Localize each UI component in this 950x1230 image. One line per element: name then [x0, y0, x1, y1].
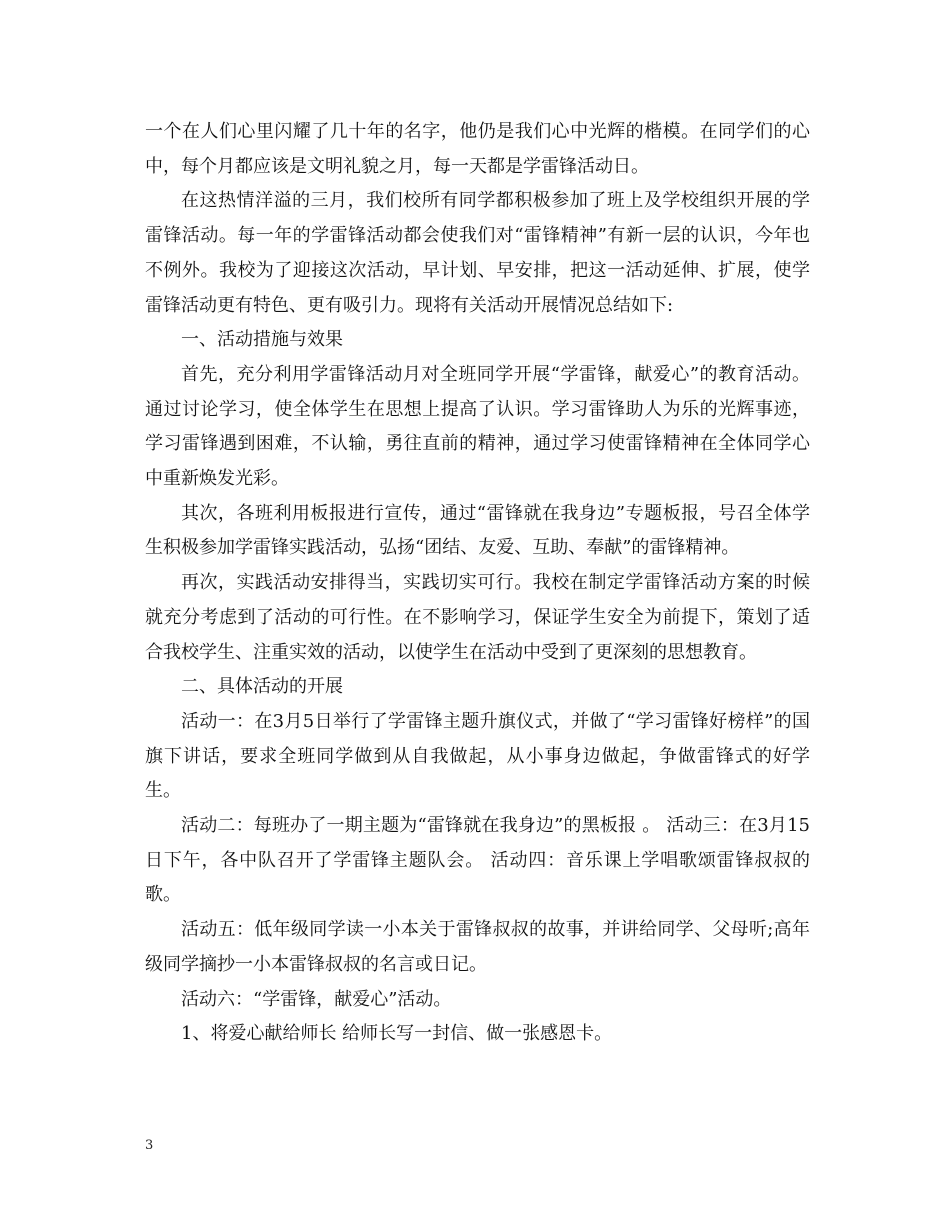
paragraph-activity-two-four: 活动二：每班办了一期主题为“雷锋就在我身边”的黑板报 。 活动三：在3月15日下午，各中队召开了学雷锋主题队会。 活动四：音乐课上学唱歌颂雷锋叔叔的歌。 — [145, 815, 810, 906]
paragraph-activity-six: 活动六：“学雷锋，献爱心”活动。 — [181, 988, 452, 1010]
paragraph-activity-five: 活动五：低年级同学读一小本关于雷锋叔叔的故事，并讲给同学、父母听;高年级同学摘抄一小本雷锋叔叔的名言或日记。 — [145, 919, 810, 975]
paragraph-third: 再次，实践活动安排得当，实践切实可行。我校在制定学雷锋活动方案的时候就充分考虑到了活动的可行性。在不影响学习，保证学生安全为前提下，策划了适合我校学生、注重实效的活动，以使学生在活动中受到了更深刻的思想教育。 — [145, 572, 810, 663]
paragraph-first: 首先，充分利用学雷锋活动月对全班同学开展“学雷锋，献爱心”的教育活动。通过讨论学习，使全体学生在思想上提高了认识。学习雷锋助人为乐的光辉事迹，学习雷锋遇到困难，不认输，勇往直前的精神，通过学习使雷锋精神在全体同学心中重新焕发光彩。 — [145, 363, 810, 490]
paragraph-item-one: 1、将爱心献给师长 给师长写一封信、做一张感恩卡。 — [181, 1023, 613, 1045]
section-heading-measures: 一、活动措施与效果 — [181, 329, 343, 351]
document-body — [145, 115, 810, 1052]
page-number: 3 — [145, 1138, 154, 1153]
paragraph-march-activities: 在这热情洋溢的三月，我们校所有同学都积极参加了班上及学校组织开展的学雷锋活动。每一年的学雷锋活动都会使我们对“雷锋精神”有新一层的认识，今年也不例外。我校为了迎接这次活动，早计划、早安排，把这一活动延伸、扩展，使学雷锋活动更有特色、更有吸引力。现将有关活动开展情况总结如下: — [145, 190, 810, 316]
paragraph-activity-one: 活动一：在3月5日举行了学雷锋主题升旗仪式，并做了“学习雷锋好榜样”的国旗下讲话，要求全班同学做到从自我做起，从小事身边做起，争做雷锋式的好学生。 — [145, 710, 810, 802]
section-heading-activities: 二、具体活动的开展 — [181, 676, 343, 698]
paragraph-second: 其次，各班利用板报进行宣传，通过“雷锋就在我身边”专题板报，号召全体学生积极参加学雷锋实践活动，弘扬“团结、友爱、互助、奉献”的雷锋精神。 — [145, 502, 810, 559]
paragraph-intro: 一个在人们心里闪耀了几十年的名字，他仍是我们心中光辉的楷模。在同学们的心中，每个月都应该是文明礼貌之月，每一天都是学雷锋活动日。 — [145, 121, 810, 177]
